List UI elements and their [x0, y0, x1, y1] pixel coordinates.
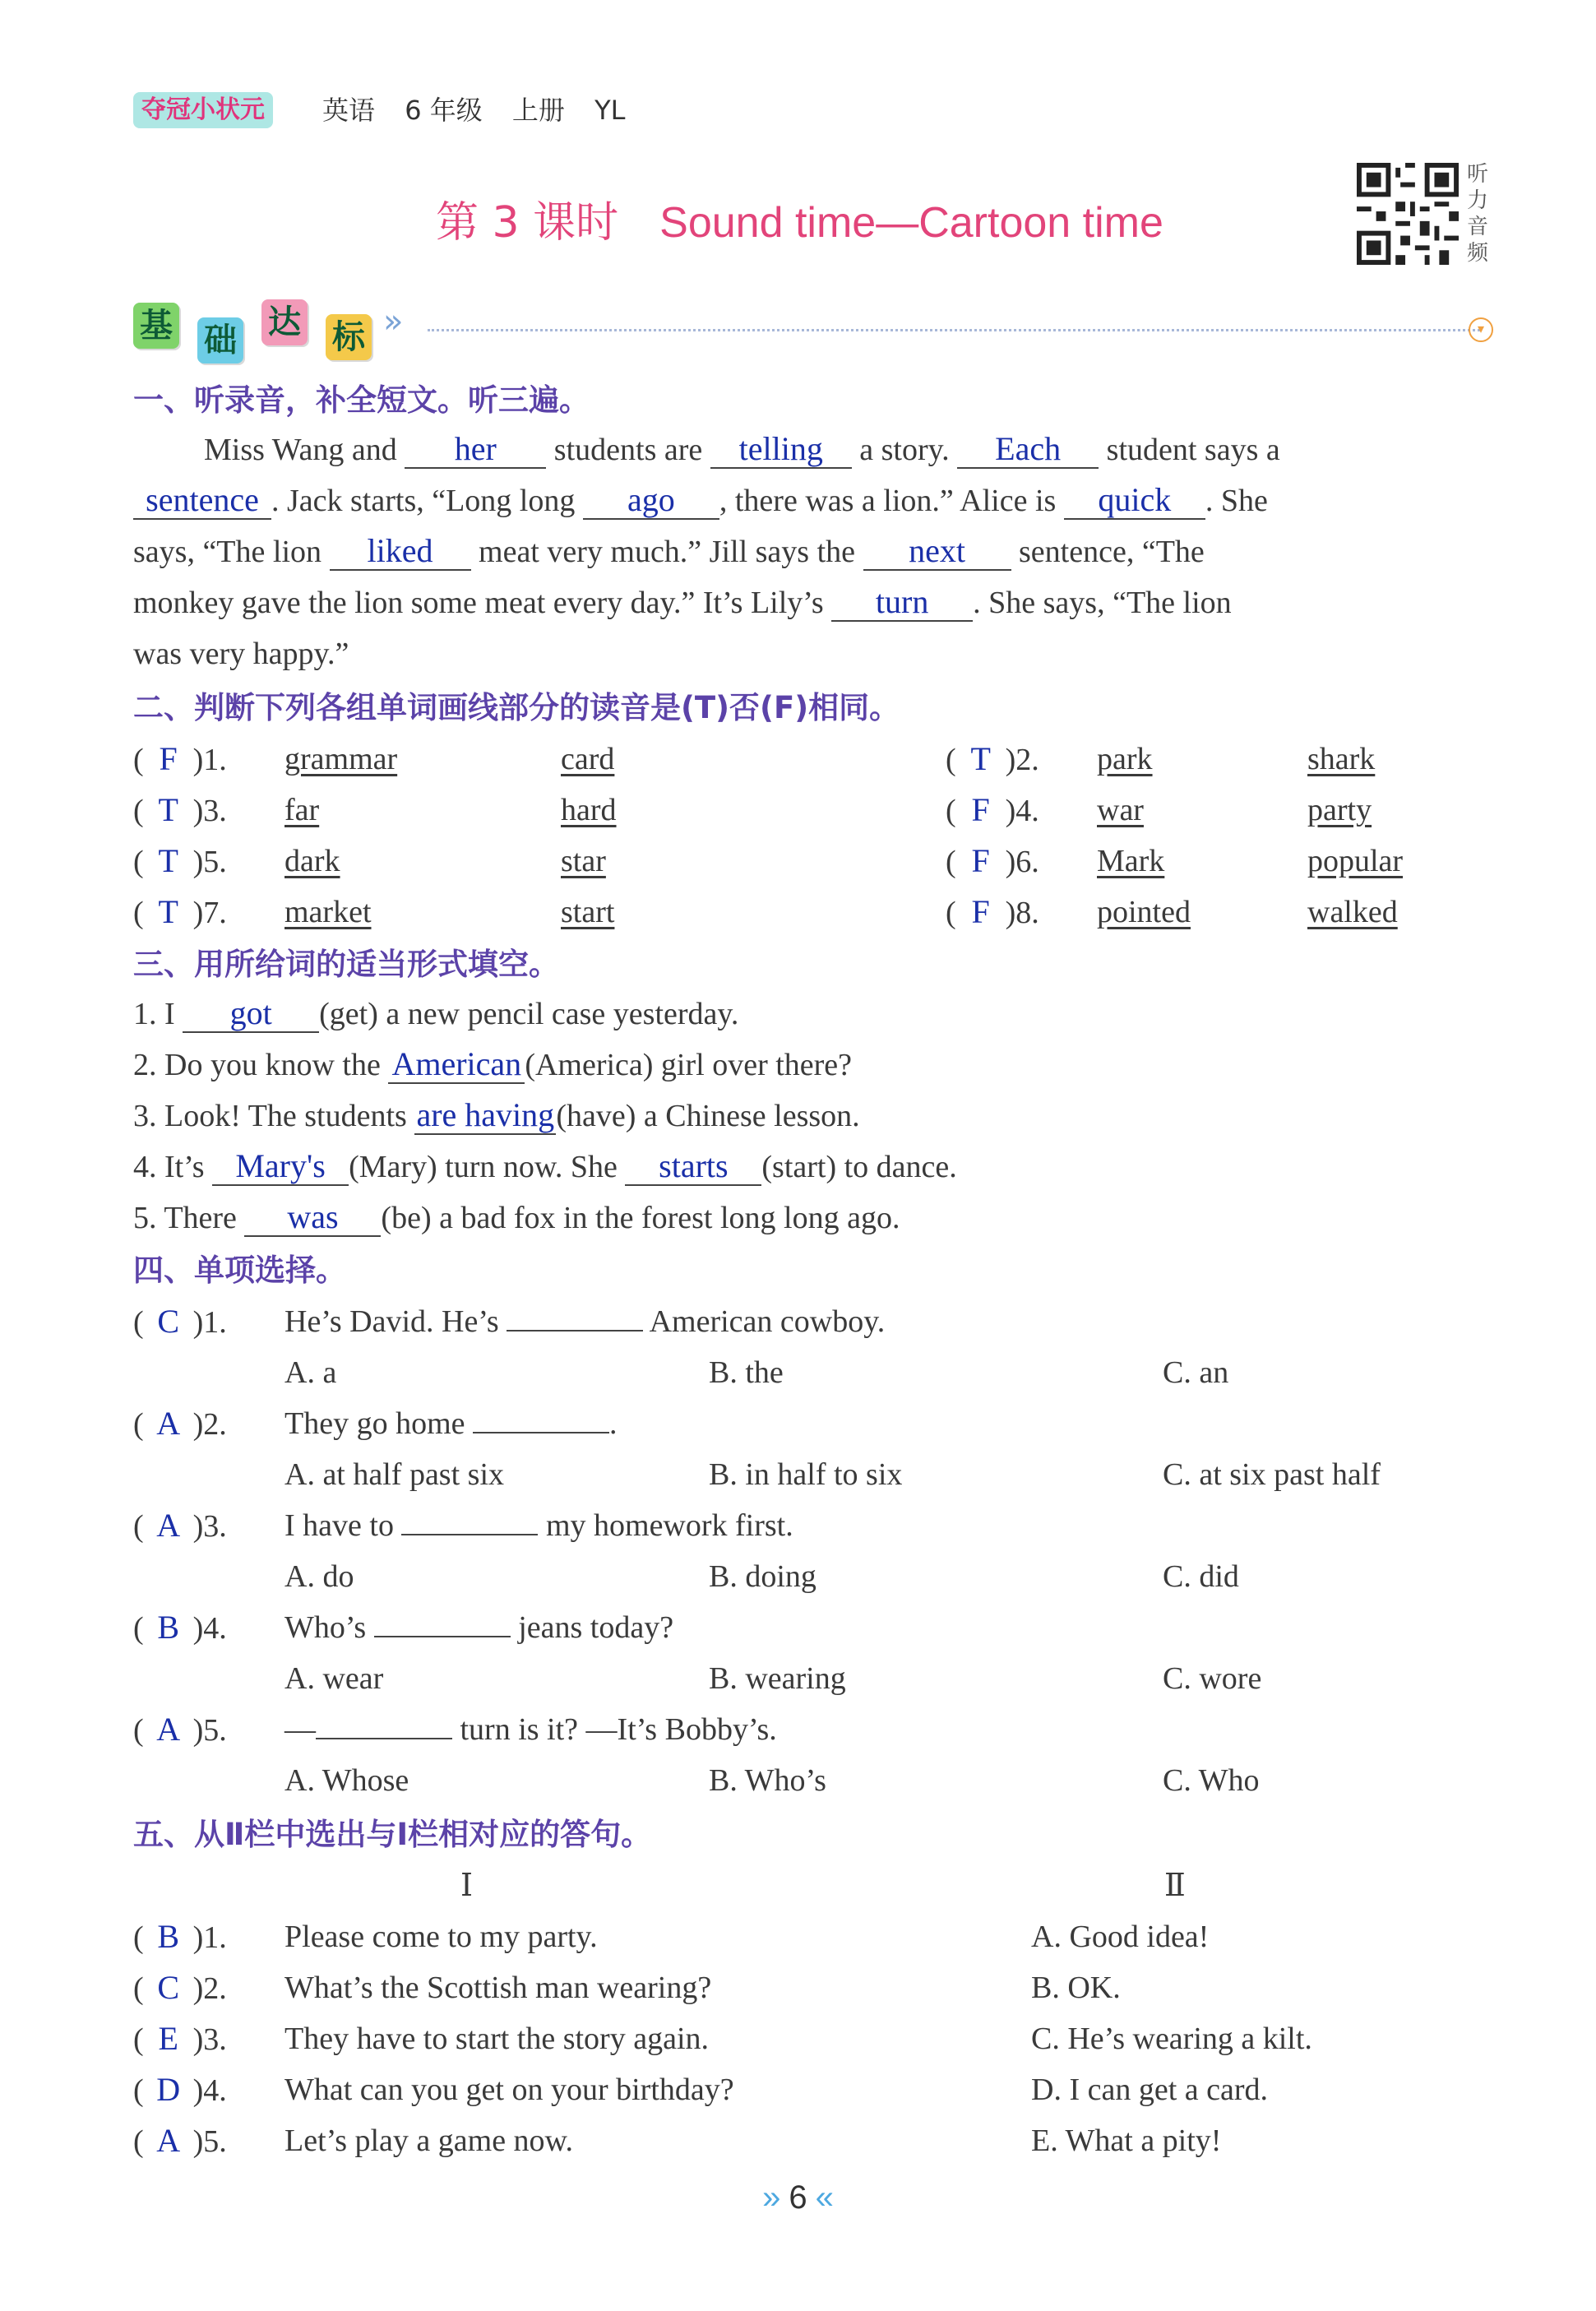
match-question: What can you get on your birthday? [285, 2072, 734, 2107]
list-item: ( F )4. [946, 790, 1039, 831]
answer[interactable]: F [971, 842, 990, 879]
word: park [1097, 742, 1153, 776]
qr-code-icon[interactable] [1357, 163, 1459, 265]
answer[interactable]: F [971, 791, 990, 828]
answer-blank[interactable]: are having [414, 1097, 556, 1135]
answer[interactable]: B [157, 1918, 179, 1955]
word: market [285, 895, 372, 929]
question-number: ( C )1. [133, 1301, 227, 1343]
word: pointed [1097, 895, 1191, 929]
banner-tile: 基 [133, 303, 179, 349]
answer[interactable]: T [970, 740, 991, 777]
question-number: ( A )3. [133, 1505, 227, 1547]
answer-blank[interactable]: liked [330, 533, 471, 571]
match-option: D. I can get a card. [1031, 2072, 1269, 2107]
word: Mark [1097, 844, 1165, 878]
option-c[interactable]: C. at six past half [1163, 1457, 1381, 1492]
chevron-down-icon: ▾ [1469, 317, 1493, 342]
match-item: ( D )4. [133, 2069, 227, 2111]
option-b[interactable]: B. in half to six [709, 1457, 903, 1492]
answer-blank[interactable]: Mary's [212, 1148, 349, 1186]
word: war [1097, 793, 1144, 827]
answer[interactable]: D [156, 2071, 181, 2108]
word: star [561, 844, 606, 878]
section5-title: 五、从Ⅱ栏中选出与Ⅰ栏相对应的答句。 [133, 1817, 652, 1852]
match-option: E. What a pity! [1031, 2123, 1222, 2158]
answer-blank[interactable]: American [388, 1046, 525, 1084]
question-text: He’s David. He’s American cowboy. [285, 1304, 886, 1339]
word: dark [285, 844, 340, 878]
list-item: ( F )6. [946, 841, 1039, 882]
fill-item: 5. There was (be) a bad fox in the forest long long ago. [133, 1198, 900, 1235]
word: hard [561, 793, 617, 827]
word: walked [1307, 895, 1398, 929]
match-item: ( A )5. [133, 2120, 227, 2162]
banner-tile: 标 [326, 314, 372, 360]
option-c[interactable]: C. wore [1163, 1661, 1262, 1696]
option-b[interactable]: B. wearing [709, 1661, 846, 1696]
header-info [322, 92, 646, 128]
page-number: 6 [789, 2179, 807, 2216]
match-item: ( C )2. [133, 1967, 227, 2009]
passage-line: sentence . Jack starts, “Long long ago , there was a lion.” Alice is quick . She [133, 480, 1268, 521]
word: grammar [285, 742, 398, 776]
answer-blank[interactable]: ago [583, 482, 719, 520]
question-text: They go home . [285, 1406, 618, 1441]
option-a[interactable]: A. at half past six [285, 1457, 505, 1492]
passage-line: monkey gave the lion some meat every day.” It’s Lily’s turn . She says, “The lion [133, 583, 1232, 620]
answer[interactable]: C [157, 1969, 179, 2006]
answer-blank[interactable]: sentence [133, 482, 271, 520]
section1-title: 一、听录音，补全短文。听三遍。 [133, 382, 590, 418]
chevron-right-icon: » [383, 303, 404, 340]
lesson-number: 第 3 课时 [436, 198, 619, 248]
question-number: ( B )4. [133, 1607, 227, 1649]
volume: 上册 [511, 95, 565, 126]
answer-blank[interactable]: starts [625, 1148, 761, 1186]
answer-blank[interactable]: Each [957, 431, 1099, 469]
match-question: Please come to my party. [285, 1920, 598, 1954]
word: shark [1307, 742, 1376, 776]
column-header-2: Ⅱ [1164, 1869, 1186, 1903]
answer-blank[interactable]: was [244, 1199, 381, 1237]
answer-blank[interactable]: next [863, 533, 1011, 571]
qr-audio-label: 听力音频 [1467, 162, 1489, 266]
page-title [436, 188, 1163, 249]
passage-line: Miss Wang and her students are telling a story. Each student says a [204, 430, 1280, 467]
edition: YL [594, 95, 626, 126]
fill-item: 2. Do you know the American (America) girl over there? [133, 1045, 853, 1082]
banner-tile: 达 [261, 299, 308, 345]
answer[interactable]: T [158, 893, 178, 930]
answer-blank[interactable]: turn [831, 584, 973, 622]
option-b[interactable]: B. the [709, 1355, 784, 1390]
answer[interactable]: C [157, 1303, 179, 1340]
question-number: ( A )5. [133, 1709, 227, 1751]
question-text: — turn is it? —It’s Bobby’s. [285, 1712, 777, 1747]
answer[interactable]: T [158, 842, 178, 879]
answer-blank[interactable]: got [183, 995, 319, 1033]
answer[interactable]: T [158, 791, 178, 828]
fill-item: 3. Look! The students are having(have) a Chinese lesson. [133, 1096, 860, 1133]
match-question: They have to start the story again. [285, 2022, 710, 2056]
list-item: ( F )8. [946, 892, 1039, 933]
answer-blank[interactable] [473, 1432, 609, 1433]
chevron-right-icon: » [762, 2179, 781, 2216]
match-option: A. Good idea! [1031, 1920, 1210, 1954]
list-item: ( T )5. [133, 841, 227, 882]
match-question: Let’s play a game now. [285, 2123, 574, 2158]
answer-blank[interactable] [316, 1738, 452, 1739]
option-a[interactable]: A. Whose [285, 1763, 409, 1798]
answer[interactable]: A [156, 1507, 181, 1544]
answer[interactable]: A [156, 1405, 181, 1442]
grade: 6 年级 [405, 95, 483, 126]
column-header-1: Ⅰ [460, 1869, 474, 1903]
passage-line: was very happy.” [133, 637, 349, 671]
list-item: ( T )3. [133, 790, 227, 831]
word: card [561, 742, 615, 776]
answer[interactable]: B [157, 1609, 179, 1646]
match-item: ( B )1. [133, 1916, 227, 1958]
option-b[interactable]: B. Who’s [709, 1763, 826, 1798]
page-footer [0, 2179, 1596, 2216]
chevron-left-icon: « [815, 2179, 834, 2216]
option-c[interactable]: C. an [1163, 1355, 1229, 1390]
list-item: ( T )7. [133, 892, 227, 933]
option-c[interactable]: C. Who [1163, 1763, 1260, 1798]
match-item: ( E )3. [133, 2018, 227, 2060]
answer[interactable]: A [156, 2122, 181, 2159]
subject: 英语 [322, 95, 376, 126]
fill-item: 4. It’s Mary's (Mary) turn now. She starts (start) to dance. [133, 1147, 957, 1184]
question-number: ( A )2. [133, 1403, 227, 1445]
banner-tile: 础 [197, 317, 243, 364]
word: popular [1307, 844, 1404, 878]
option-a[interactable]: A. wear [285, 1661, 384, 1696]
option-a[interactable]: A. do [285, 1559, 354, 1594]
answer-blank[interactable]: her [405, 431, 546, 469]
answer[interactable]: A [156, 1711, 181, 1748]
answer[interactable]: F [159, 740, 178, 777]
list-item: ( T )2. [946, 739, 1039, 780]
match-option: C. He’s wearing a kilt. [1031, 2022, 1312, 2056]
answer[interactable]: F [971, 893, 990, 930]
word: party [1307, 793, 1372, 827]
question-text: Who’s jeans today? [285, 1610, 674, 1645]
lesson-topic: Sound time—Cartoon time [659, 199, 1163, 247]
section4-title: 四、单项选择。 [133, 1253, 346, 1288]
answer[interactable]: E [158, 2020, 178, 2057]
answer-blank[interactable] [507, 1330, 643, 1331]
word: start [561, 895, 615, 929]
match-option: B. OK. [1031, 1971, 1121, 2005]
answer-blank[interactable] [374, 1636, 511, 1637]
section3-title: 三、用所给词的适当形式填空。 [133, 947, 559, 982]
answer-blank[interactable]: telling [710, 431, 852, 469]
option-b[interactable]: B. doing [709, 1559, 817, 1594]
match-question: What’s the Scottish man wearing? [285, 1971, 712, 2005]
section2-title: 二、判断下列各组单词画线部分的读音是(T)否(F)相同。 [133, 690, 900, 725]
passage-line: says, “The lion liked meat very much.” Jill says the next sentence, “The [133, 532, 1205, 569]
answer-blank[interactable]: quick [1064, 482, 1205, 520]
brand-badge: 夺冠小状元 [133, 92, 273, 128]
fill-item: 1. I got (get) a new pencil case yesterday. [133, 994, 739, 1031]
list-item: ( F )1. [133, 739, 227, 780]
option-a[interactable]: A. a [285, 1355, 337, 1390]
question-text: I have to my homework first. [285, 1508, 793, 1543]
answer-blank[interactable] [401, 1534, 538, 1535]
option-c[interactable]: C. did [1163, 1559, 1239, 1594]
word: far [285, 793, 320, 827]
divider [428, 329, 1480, 331]
